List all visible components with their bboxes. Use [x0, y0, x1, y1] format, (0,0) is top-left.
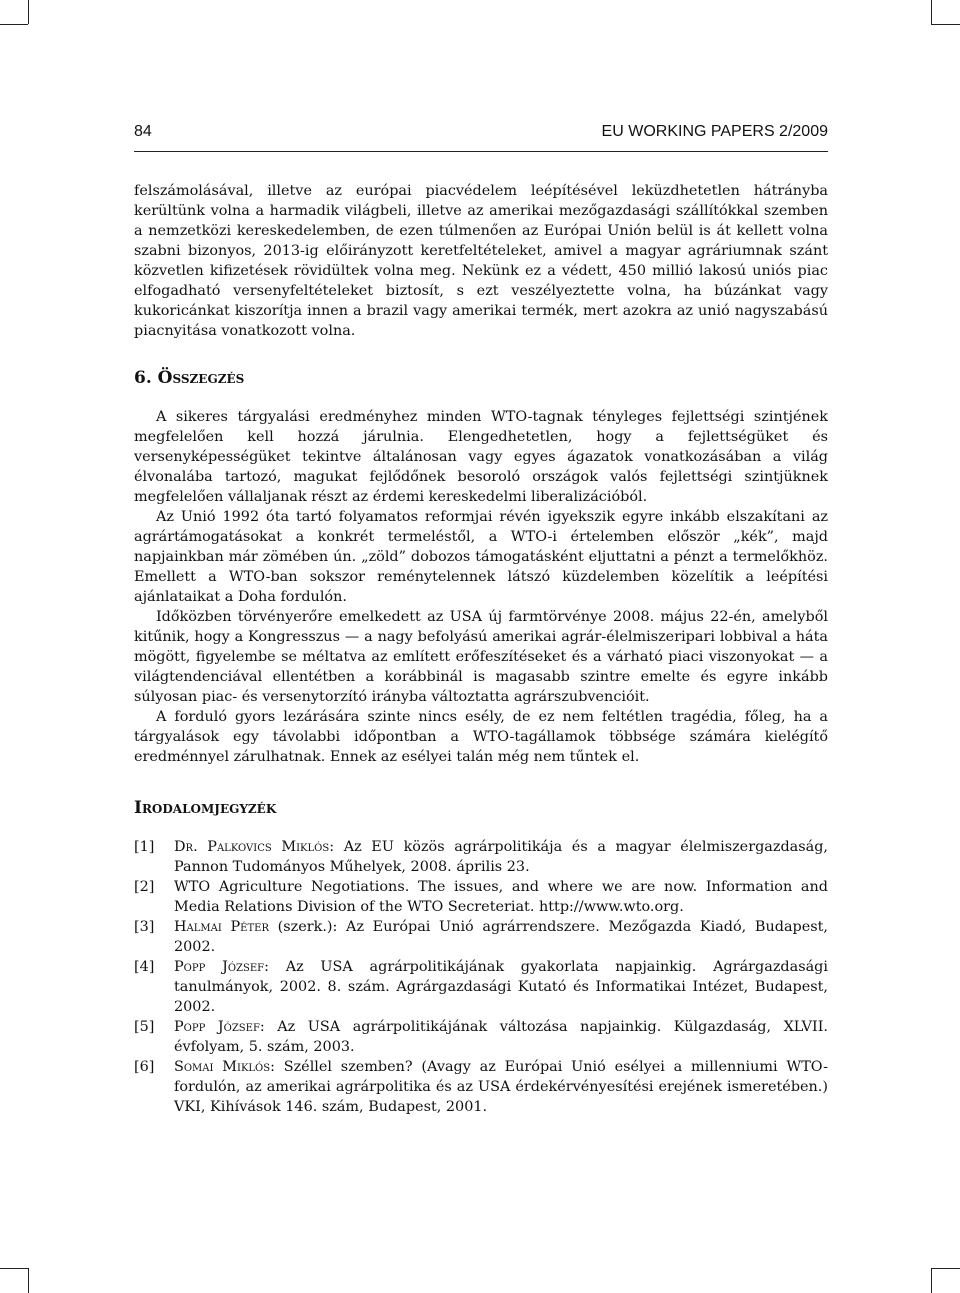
reference-text: Széllel szemben? (Avagy az Európai Unió esélyei a millenniumi WTO-fordulón, az amerikai agrárpolitika és az USA érdekérvényesítési erejének ismeretében.) VKI, Kihívások 146. szám, Budapest, 2001.: [174, 1059, 828, 1115]
crop-mark-br-h: [931, 1268, 960, 1269]
page-number: 84: [134, 123, 152, 140]
reference-text: (szerk.): Az Európai Unió agrárrendszere. Mezőgazda Kiadó, Budapest, 2002.: [174, 919, 828, 955]
reference-number: [4]: [134, 959, 155, 975]
crop-mark-tl-v: [28, 0, 29, 24]
reference-text: Az USA agrárpolitikájának változása napjainkig. Külgazdaság, XLVII. évfolyam, 5. szám, 2003.: [174, 1019, 828, 1055]
section-paragraph: A forduló gyors lezárására szinte nincs esély, de ez nem feltétlen tragédia, főleg, ha a tárgyalások egy távolabbi időpontban a WTO-tagállamok többsége számára kielégítő eredménnyel zárulhatnak. Ennek az esélyei talán még nem tűntek el.: [134, 709, 828, 765]
crop-mark-tr-h: [931, 24, 960, 25]
reference-author: Somai Miklós:: [174, 1059, 275, 1075]
section-heading-6: [134, 367, 828, 389]
reference-number: [6]: [134, 1059, 155, 1075]
reference-text: Az USA agrárpolitikájának gyakorlata napjainkig. Agrárgazdasági tanulmányok, 2002. 8. szám. Agrárgazdasági Kutató és Informatikai Intézet, Budapest, 2002.: [174, 959, 828, 1015]
paragraph-continued: felszámolásával, illetve az európai piacvédelem leépítésével leküzdhetetlen hátrányba kerültünk volna a harmadik világbeli, illetve az amerikai mezőgazdasági szállítókkal szemben a nemzetközi kereskedelemben, de ezen túlmenően az Európai Unión belül is át kellett volna szabni bizonyos, 2013-ig előirányzott keretfeltételeket, amivel a magyar agráriumnak szánt közvetlen kifizetések rövidültek volna meg. Nekünk ez a védett, 450 millió lakosú uniós piac elfogadható versenyfeltételeket biztosít, s ezt veszélyeztette volna, ha búzánkat vagy kukoricánkat kiszorítja innen a brazil vagy amerikai termék, mert azokra az unió nagyszabású piacnyitása vonatkozott volna.: [134, 183, 828, 339]
reference-author: Halmai Péter: [174, 919, 269, 935]
section-paragraph: Időközben törvényerőre emelkedett az USA új farmtörvénye 2008. május 22-én, amelyből kitűnik, hogy a Kongresszus — a nagy befolyású amerikai agrár-élelmiszeripari lobbival a háta mögött, figyelembe se méltatva az említett erőfeszítéseket és a várható piaci viszonyokat — a világtendenciával ellentétben a korábbinál is magasabb szintre emelte és egyre inkább súlyosan piac- és versenytorzító irányba változtatta agrárszubvencióit.: [134, 609, 828, 705]
reference-list: [134, 837, 828, 1117]
reference-text: WTO Agriculture Negotiations. The issues, and where we are now. Information and Media Relations Division of the WTO Secreteriat. http://www.wto.org.: [174, 879, 828, 915]
section-paragraph: Az Unió 1992 óta tartó folyamatos reformjai révén igyekszik egyre inkább elszakítani az agrártámogatásokat a konkrét termeléstől, a WTO-i értelemben először „kék”, majd napjainkban már zömében ún. „zöld” dobozos támogatásként eljuttatni a pénzt a termelőkhöz. Emellett a WTO-ban sokszor reménytelennek látszó küzdelemben közelítik a leépítési ajánlataikat a Doha fordulón.: [134, 509, 828, 605]
reference-item: [134, 1057, 828, 1117]
page-body: [134, 181, 828, 1117]
reference-number: [2]: [134, 879, 155, 895]
reference-item: [134, 877, 828, 917]
reference-item: [134, 917, 828, 957]
bibliography-heading: [134, 797, 828, 819]
reference-author: Popp József:: [174, 959, 269, 975]
crop-mark-bl-h: [0, 1268, 28, 1269]
running-header: [134, 121, 828, 152]
crop-mark-br-v: [931, 1268, 932, 1293]
reference-item: [134, 837, 828, 877]
bibliography-title: Irodalomjegyzék: [134, 798, 277, 818]
reference-number: [5]: [134, 1019, 155, 1035]
section-title: Összegzés: [157, 368, 245, 388]
reference-text: Az EU közös agrárpolitikája és a magyar élelmiszergazdaság, Pannon Tudományos Műhelyek, 2008. április 23.: [174, 839, 828, 875]
reference-item: [134, 1017, 828, 1057]
section-paragraph: A sikeres tárgyalási eredményhez minden WTO-tagnak tényleges fejlettségi szintjének megfelelően kell hozzá járulnia. Elengedhetetlen, hogy a fejlettségüket és versenyképességüket tekintve általánosan vagy egyes ágazatok vonatkozásában a világ élvonalába tartozó, magukat fejlődőnek besoroló országok valós fejlettségi szintjüknek megfelelően vállaljanak részt az érdemi kereskedelmi liberalizációból.: [134, 409, 828, 505]
reference-number: [3]: [134, 919, 155, 935]
section-number: 6.: [134, 368, 152, 388]
crop-mark-tr-v: [931, 0, 932, 24]
crop-mark-tl-h: [0, 24, 28, 25]
journal-title: EU WORKING PAPERS 2/2009: [601, 123, 828, 140]
reference-author: Dr. Palkovics Miklós:: [174, 839, 335, 855]
reference-item: [134, 957, 828, 1017]
reference-author: Popp József:: [174, 1019, 265, 1035]
crop-mark-bl-v: [28, 1268, 29, 1293]
reference-number: [1]: [134, 839, 155, 855]
